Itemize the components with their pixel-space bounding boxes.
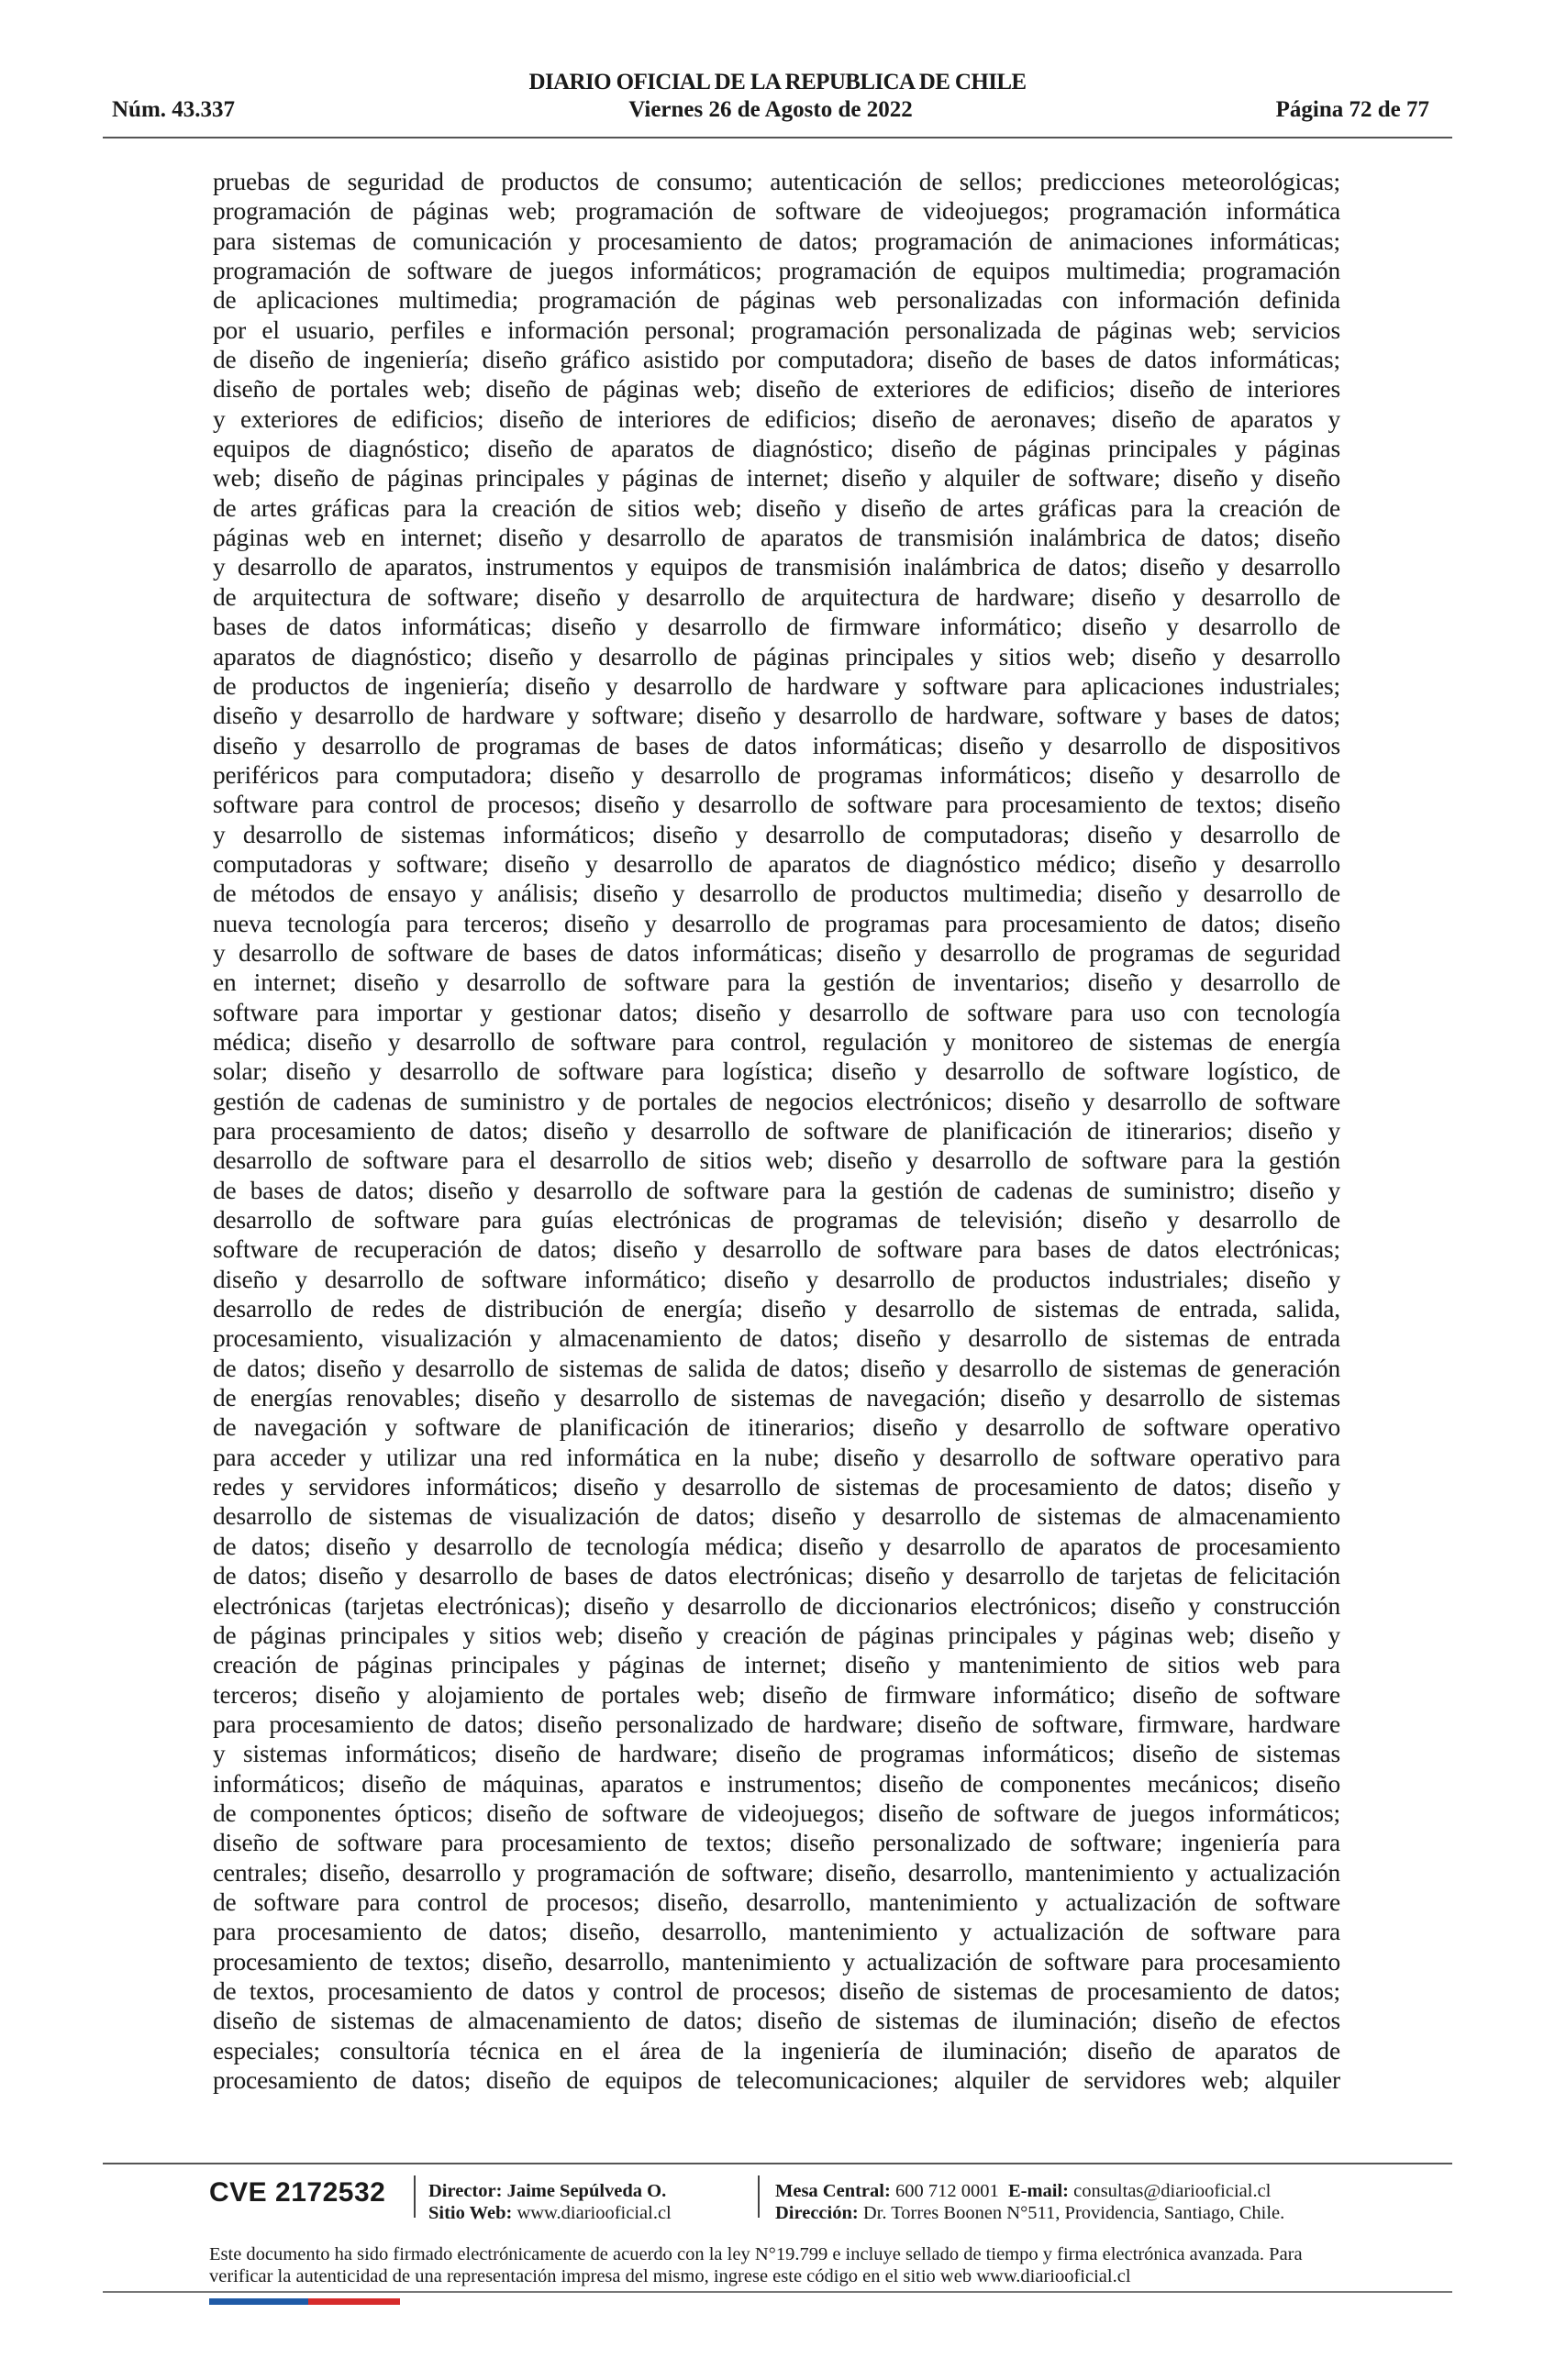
website-line (428, 2202, 672, 2224)
body-line: informáticos; diseño de máquinas, aparatos e instrumentos; diseño de componentes mecánicos; diseño (213, 1769, 1340, 1798)
body-line: desarrollo de sistemas de visualización de datos; diseño y desarrollo de sistemas de almacenamiento (213, 1502, 1340, 1531)
phone-label: Mesa Central: (775, 2181, 891, 2201)
body-line: web; diseño de páginas principales y páginas de internet; diseño y alquiler de software; diseño y diseño (213, 464, 1340, 493)
body-line: procesamiento de datos; diseño de equipos de telecomunicaciones; alquiler de servidores web; alquiler (213, 2066, 1340, 2094)
body-line: de aplicaciones multimedia; programación de páginas web personalizadas con información definida (213, 286, 1340, 315)
body-line: por el usuario, perfiles e información personal; programación personalizada de páginas web; servicios (213, 315, 1340, 344)
body-line: y sistemas informáticos; diseño de hardware; diseño de programas informáticos; diseño de sistemas (213, 1740, 1340, 1768)
body-line: y desarrollo de aparatos, instrumentos y equipos de transmisión inalámbrica de datos; diseño y desarrollo (213, 553, 1340, 581)
body-line: software de recuperación de datos; diseño y desarrollo de software para bases de datos electrónicas; (213, 1235, 1340, 1264)
body-line: para procesamiento de datos; diseño personalizado de hardware; diseño de software, firmware, hardware (213, 1710, 1340, 1738)
phone-number: 600 712 0001 (894, 2181, 999, 2201)
body-line: de software para control de procesos; diseño, desarrollo, mantenimiento y actualización de software (213, 1887, 1340, 1916)
body-line: de artes gráficas para la creación de sitios web; diseño y diseño de artes gráficas para la creación de (213, 493, 1340, 522)
body-line: desarrollo de software para guías electrónicas de programas de televisión; diseño y desarrollo de (213, 1206, 1340, 1234)
body-line: y exteriores de edificios; diseño de interiores de edificios; diseño de aeronaves; diseño de aparatos y (213, 404, 1340, 433)
body-line: páginas web en internet; diseño y desarrollo de aparatos de transmisión inalámbrica de datos; diseño (213, 524, 1340, 552)
body-line: de textos, procesamiento de datos y control de procesos; diseño de sistemas de procesamiento de datos; (213, 1976, 1340, 2005)
address-value: Dr. Torres Boonen N°511, Providencia, Santiago, Chile. (862, 2203, 1285, 2223)
body-line: de datos; diseño y desarrollo de sistemas de salida de datos; diseño y desarrollo de sistemas de generación (213, 1354, 1340, 1382)
body-line: equipos de diagnóstico; diseño de aparatos de diagnóstico; diseño de páginas principales y páginas (213, 435, 1340, 463)
body-line: solar; diseño y desarrollo de software para logística; diseño y desarrollo de software logístico, de (213, 1057, 1340, 1086)
body-line: diseño y desarrollo de hardware y software; diseño y desarrollo de hardware, software y bases de datos; (213, 702, 1340, 730)
body-line: procesamiento, visualización y almacenamiento de datos; diseño y desarrollo de sistemas de entrada (213, 1324, 1340, 1353)
contact-line (775, 2180, 1284, 2202)
footer-separator (758, 2175, 760, 2218)
body-line: programación de páginas web; programación de software de videojuegos; programación informática (213, 197, 1340, 226)
body-line: desarrollo de software para el desarrollo de sitios web; diseño y desarrollo de software para la gestión (213, 1146, 1340, 1175)
issue-number: Núm. 43.337 (112, 97, 236, 122)
body-line: diseño y desarrollo de software informático; diseño y desarrollo de productos industriales; diseño y (213, 1265, 1340, 1293)
email-label: E-mail: (1007, 2181, 1069, 2201)
body-line: de métodos de ensayo y análisis; diseño y desarrollo de productos multimedia; diseño y desarrollo de (213, 880, 1340, 908)
body-line: bases de datos informáticas; diseño y desarrollo de firmware informático; diseño y desarrollo de (213, 613, 1340, 641)
header-row (112, 97, 1429, 128)
email-link[interactable]: consultas@diariooficial.cl (1073, 2181, 1272, 2201)
director-name: Jaime Sepúlveda O. (506, 2181, 667, 2201)
address-label: Dirección: (775, 2203, 859, 2223)
body-line: diseño de portales web; diseño de páginas web; diseño de exteriores de edificios; diseño de interiores (213, 375, 1340, 404)
website-label: Sitio Web: (428, 2203, 513, 2223)
body-line: para acceder y utilizar una red informática en la nube; diseño y desarrollo de software operativo para (213, 1443, 1340, 1471)
footer-separator (414, 2175, 416, 2218)
body-line: médica; diseño y desarrollo de software para control, regulación y monitoreo de sistemas de energía (213, 1027, 1340, 1056)
body-line: centrales; diseño, desarrollo y programación de software; diseño, desarrollo, mantenimiento y actualización (213, 1858, 1340, 1887)
body-line: redes y servidores informáticos; diseño y desarrollo de sistemas de procesamiento de datos; diseño y (213, 1473, 1340, 1501)
body-line: para sistemas de comunicación y procesamiento de datos; programación de animaciones informáticas; (213, 227, 1340, 255)
body-text (213, 167, 1340, 2095)
body-line: de arquitectura de software; diseño y desarrollo de arquitectura de hardware; diseño y desarrollo de (213, 582, 1340, 611)
body-line: creación de páginas principales y páginas de internet; diseño y mantenimiento de sitios web para (213, 1651, 1340, 1679)
flag-stripe-red (308, 2298, 400, 2305)
body-line: desarrollo de redes de distribución de energía; diseño y desarrollo de sistemas de entrada, salida, (213, 1295, 1340, 1323)
footer-contact-block (775, 2180, 1284, 2224)
newspaper-title: DIARIO OFICIAL DE LA REPUBLICA DE CHILE (528, 70, 1027, 94)
body-line: software para control de procesos; diseño y desarrollo de software para procesamiento de textos; diseño (213, 791, 1340, 819)
body-line: aparatos de diagnóstico; diseño y desarrollo de páginas principales y sitios web; diseño y desarrollo (213, 642, 1340, 670)
header-divider (103, 137, 1452, 138)
legal-notice: Este documento ha sido firmado electrónicamente de acuerdo con la ley N°19.799 e incluye sellado de tiempo y firma electrónica avanzada. Para verificar la autenticidad de una representación impresa del mismo, ingrese este código en el sitio web www.diariooficial.cl (209, 2244, 1303, 2286)
director-label: Director: (428, 2181, 503, 2201)
footer-director-block (428, 2180, 672, 2224)
body-line: de datos; diseño y desarrollo de bases de datos electrónicas; diseño y desarrollo de tarjetas de felicitación (213, 1562, 1340, 1590)
website-link[interactable]: www.diariooficial.cl (516, 2203, 672, 2223)
body-line: gestión de cadenas de suministro y de portales de negocios electrónicos; diseño y desarrollo de software (213, 1087, 1340, 1115)
body-line: electrónicas (tarjetas electrónicas); diseño y desarrollo de diccionarios electrónicos; diseño y construcción (213, 1591, 1340, 1620)
body-line: para procesamiento de datos; diseño, desarrollo, mantenimiento y actualización de software para (213, 1918, 1340, 1946)
body-line: para procesamiento de datos; diseño y desarrollo de software de planificación de itinerarios; diseño y (213, 1117, 1340, 1145)
body-line: computadoras y software; diseño y desarrollo de aparatos de diagnóstico médico; diseño y desarrollo (213, 849, 1340, 878)
director-line (428, 2180, 672, 2202)
body-line: y desarrollo de sistemas informáticos; diseño y desarrollo de computadoras; diseño y desarrollo de (213, 820, 1340, 848)
body-line: y desarrollo de software de bases de datos informáticas; diseño y desarrollo de programas de seguridad (213, 938, 1340, 967)
page-number: Página 72 de 77 (1275, 97, 1429, 122)
body-line: especiales; consultoría técnica en el área de la ingeniería de iluminación; diseño de aparatos de (213, 2036, 1340, 2065)
body-line: de páginas principales y sitios web; diseño y creación de páginas principales y páginas web; diseño y (213, 1621, 1340, 1649)
bottom-divider (103, 2291, 1452, 2293)
cve-code: CVE 2172532 (209, 2177, 386, 2208)
body-line: de energías renovables; diseño y desarrollo de sistemas de navegación; diseño y desarrollo de sistemas (213, 1384, 1340, 1412)
body-line: periféricos para computadora; diseño y desarrollo de programas informáticos; diseño y desarrollo de (213, 760, 1340, 789)
body-line: programación de software de juegos informáticos; programación de equipos multimedia; programación (213, 257, 1340, 285)
body-line: en internet; diseño y desarrollo de software para la gestión de inventarios; diseño y desarrollo de (213, 969, 1340, 997)
issue-date: Viernes 26 de Agosto de 2022 (628, 97, 913, 122)
footer-divider (103, 2163, 1452, 2164)
body-line: diseño de sistemas de almacenamiento de datos; diseño de sistemas de iluminación; diseño de efectos (213, 2007, 1340, 2035)
body-line: diseño y desarrollo de programas de bases de datos informáticas; diseño y desarrollo de dispositivos (213, 731, 1340, 759)
body-line: procesamiento de textos; diseño, desarrollo, mantenimiento y actualización de software para procesamiento (213, 1947, 1340, 1976)
body-line: terceros; diseño y alojamiento de portales web; diseño de firmware informático; diseño de software (213, 1680, 1340, 1709)
body-line: diseño de software para procesamiento de textos; diseño personalizado de software; ingeniería para (213, 1829, 1340, 1857)
address-line (775, 2202, 1284, 2224)
body-line: software para importar y gestionar datos; diseño y desarrollo de software para uso con tecnología (213, 998, 1340, 1026)
body-line: nueva tecnología para terceros; diseño y desarrollo de programas para procesamiento de datos; diseño (213, 909, 1340, 937)
body-line: de componentes ópticos; diseño de software de videojuegos; diseño de software de juegos informáticos; (213, 1799, 1340, 1827)
body-line: de datos; diseño y desarrollo de tecnología médica; diseño y desarrollo de aparatos de procesamiento (213, 1532, 1340, 1560)
body-line: de productos de ingeniería; diseño y desarrollo de hardware y software para aplicaciones industriales; (213, 671, 1340, 700)
body-line: de bases de datos; diseño y desarrollo de software para la gestión de cadenas de suministro; diseño y (213, 1176, 1340, 1204)
body-line: de diseño de ingeniería; diseño gráfico asistido por computadora; diseño de bases de datos informáticas; (213, 346, 1340, 374)
flag-stripe-blue (209, 2298, 308, 2305)
body-line: pruebas de seguridad de productos de consumo; autenticación de sellos; predicciones meteorológicas; (213, 168, 1340, 195)
body-line: de navegación y software de planificación de itinerarios; diseño y desarrollo de software operativo (213, 1413, 1340, 1442)
